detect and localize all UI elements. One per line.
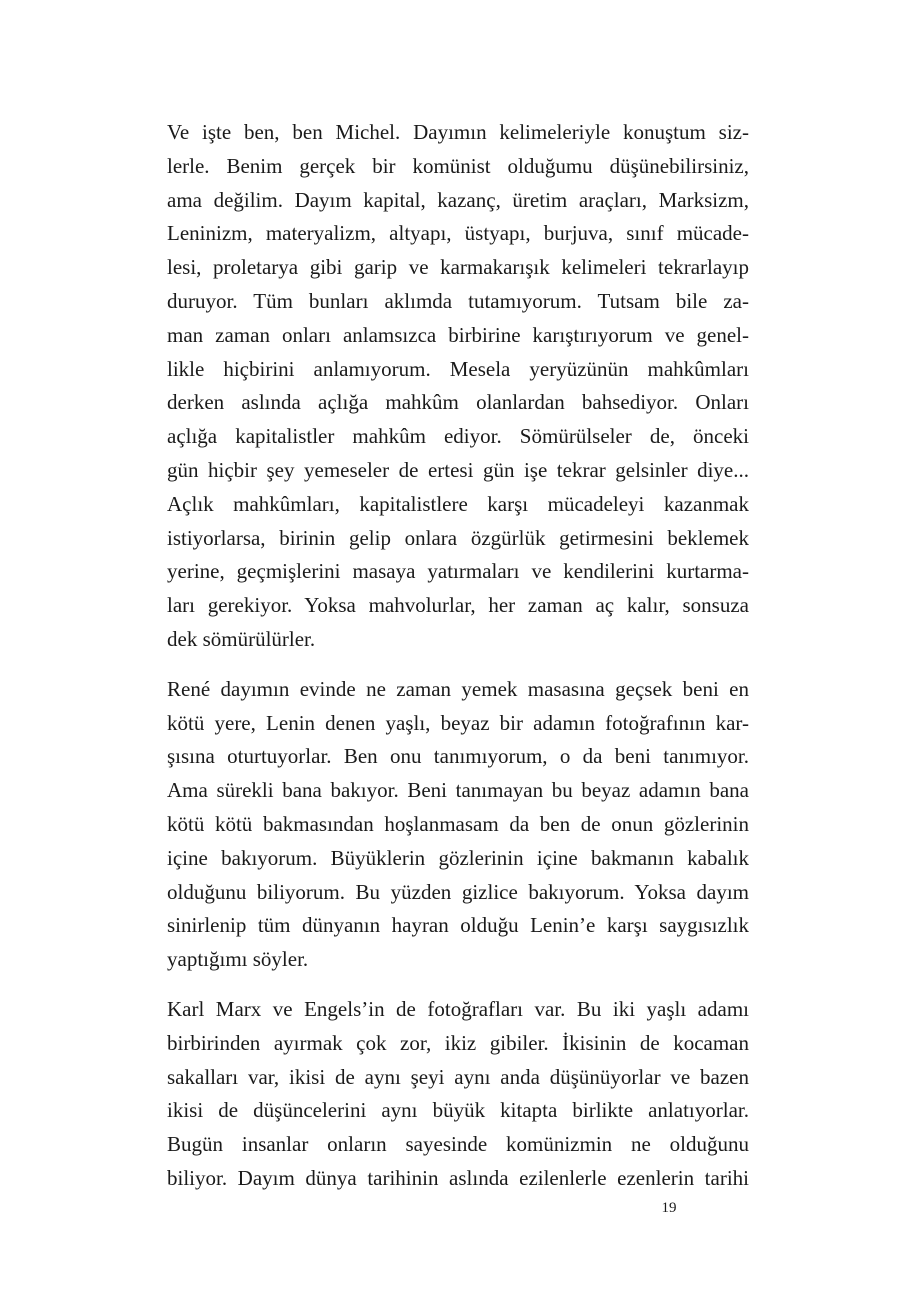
text-line: René dayımın evinde ne zaman yemek masasına geçsek beni en [167,676,749,701]
text-line: yerine, geçmişlerini masaya yatırmaları ve kendilerini kurtarma- [167,559,749,584]
text-line: Leninizm, materyalizm, altyapı, üstyapı, burjuva, sınıf mücade- [167,221,749,246]
text-line: Ama sürekli bana bakıyor. Beni tanımayan bu beyaz adamın bana [167,778,749,803]
text-line: lesi, proletarya gibi garip ve karmakarışık kelimeleri tekrarlayıp [167,255,749,280]
text-line: Ve işte ben, ben Michel. Dayımın kelimeleriyle konuştum siz- [167,120,749,144]
text-line: Karl Marx ve Engels’in de fotoğrafları var. Bu iki yaşlı adamı [167,996,749,1021]
page-number: 19 [661,1200,677,1216]
paragraph [167,116,749,657]
body-text [167,116,749,1212]
text-line: ları gerekiyor. Yoksa mahvolurlar, her zaman aç kalır, sonsuza [167,593,749,618]
text-line: gün hiçbir şey yemeseler de ertesi gün işe tekrar gelsinler diye... [167,457,749,482]
paragraph [167,993,749,1196]
text-line: açlığa kapitalistler mahkûm ediyor. Sömürülseler de, önceki [167,424,749,449]
paragraph [167,673,749,977]
text-line: man zaman onları anlamsızca birbirine karıştırıyorum ve genel- [167,322,749,347]
text-line: sakalları var, ikisi de aynı şeyi aynı anda düşünüyorlar ve bazen [167,1064,749,1089]
text-line: likle hiçbirini anlamıyorum. Mesela yeryüzünün mahkûmları [167,356,749,381]
text-line: dek sömürülürler. [167,626,316,651]
text-line: kötü kötü bakmasından hoşlanmasam da ben de onun gözlerinin [167,811,749,836]
text-line: derken aslında açlığa mahkûm olanlardan bahsediyor. Onları [167,390,749,415]
text-line: Açlık mahkûmları, kapitalistlere karşı mücadeleyi kazanmak [167,491,749,516]
text-line: ikisi de düşüncelerini aynı büyük kitapta birlikte anlatıyorlar. [167,1098,749,1123]
text-line: sinirlenip tüm dünyanın hayran olduğu Lenin’e karşı saygısızlık [167,913,749,938]
text-line: ama değilim. Dayım kapital, kazanç, üretim araçları, Marksizm, [167,187,749,212]
text-line: kötü yere, Lenin denen yaşlı, beyaz bir adamın fotoğrafının kar- [167,710,749,735]
text-line: biliyor. Dayım dünya tarihinin aslında ezilenlerle ezenlerin tarihi [167,1165,749,1190]
text-line: içine bakıyorum. Büyüklerin gözlerinin içine bakmanın kabalık [167,845,749,870]
text-line: şısına oturtuyorlar. Ben onu tanımıyorum, o da beni tanımıyor. [167,744,749,769]
text-line: birbirinden ayırmak çok zor, ikiz gibiler. İkisinin de kocaman [167,1030,749,1055]
text-line: Bugün insanlar onların sayesinde komünizmin ne olduğunu [167,1132,749,1157]
text-line: lerle. Benim gerçek bir komünist olduğumu düşünebilirsiniz, [167,153,749,178]
text-line: istiyorlarsa, birinin gelip onlara özgürlük getirmesini beklemek [167,525,749,550]
text-line: duruyor. Tüm bunları aklımda tutamıyorum. Tutsam bile za- [167,288,749,313]
text-line: olduğunu biliyorum. Bu yüzden gizlice bakıyorum. Yoksa dayım [167,879,749,904]
text-line: yaptığımı söyler. [167,947,309,972]
